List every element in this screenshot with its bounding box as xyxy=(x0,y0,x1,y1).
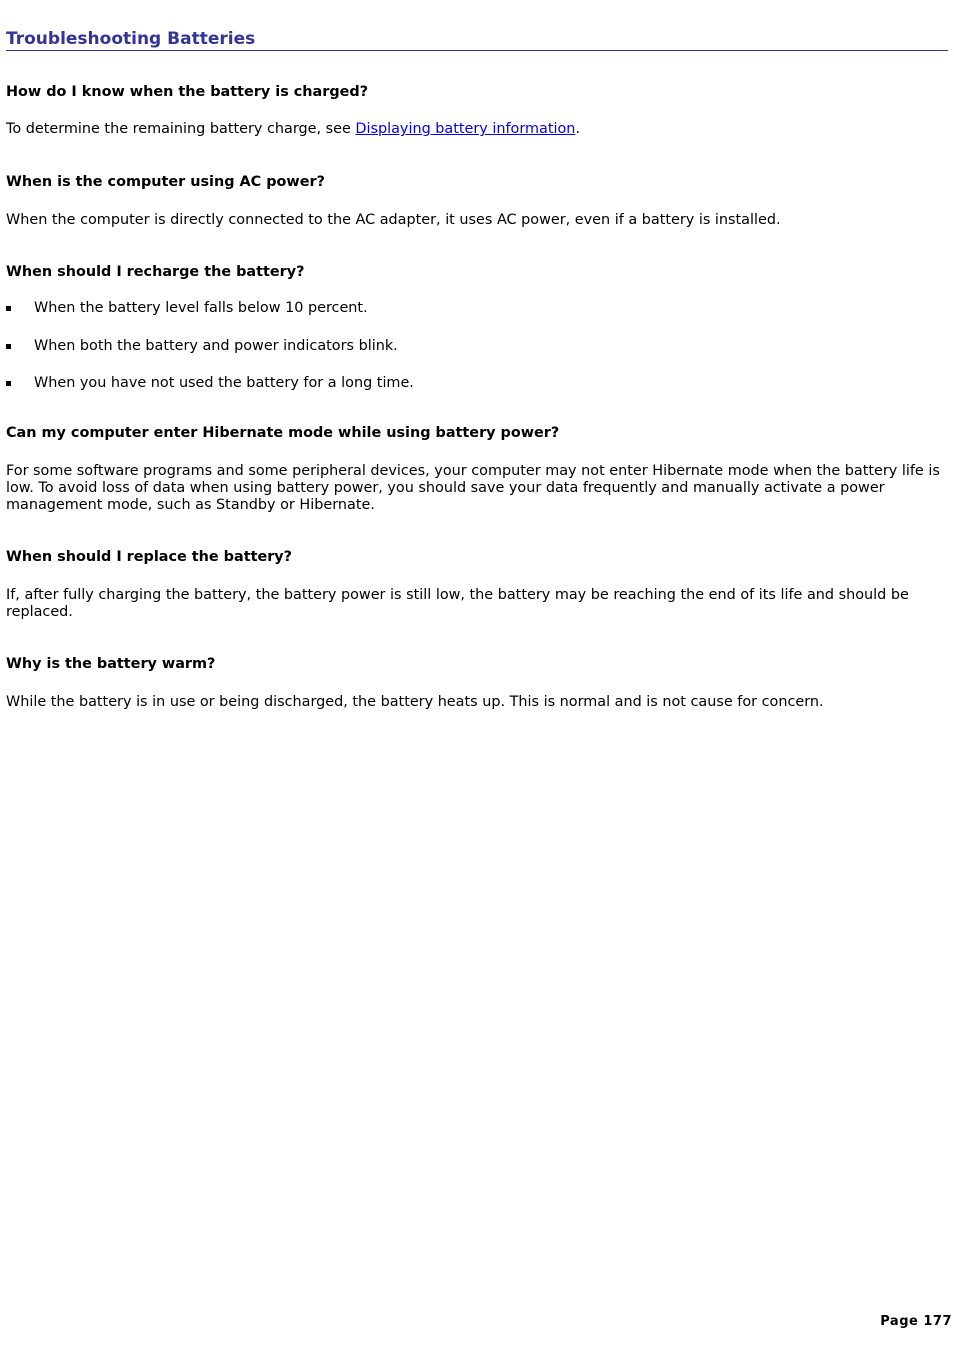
answer-hibernate: For some software programs and some peripheral devices, your computer may not enter Hibernate mode when the battery life is low. To avoid loss of data when using battery power, you should save your data frequently and manually activate a power management mode, such as Standby or Hibernate. xyxy=(6,463,940,513)
answer-ac-power: When the computer is directly connected to the AC adapter, it uses AC power, even if a battery is installed. xyxy=(6,212,781,228)
bullet-square-icon xyxy=(6,344,11,349)
page-title: Troubleshooting Batteries xyxy=(6,29,948,51)
list-item-text: When you have not used the battery for a long time. xyxy=(34,375,414,391)
bullet-square-icon xyxy=(6,306,11,311)
answer-replace: If, after fully charging the battery, the battery power is still low, the battery may be reaching the end of its life and should be replaced. xyxy=(6,587,909,620)
question-recharge: When should I recharge the battery? xyxy=(6,264,305,280)
list-item xyxy=(6,299,368,317)
answer-text-before-link: To determine the remaining battery charge, see xyxy=(6,121,356,137)
list-item-text: When both the battery and power indicators blink. xyxy=(34,338,398,354)
list-item xyxy=(6,374,414,392)
displaying-battery-information-link[interactable]: Displaying battery information xyxy=(355,121,576,137)
bullet-square-icon xyxy=(6,381,11,386)
question-hibernate: Can my computer enter Hibernate mode while using battery power? xyxy=(6,425,560,441)
question-ac-power: When is the computer using AC power? xyxy=(6,174,325,190)
answer-warm: While the battery is in use or being discharged, the battery heats up. This is normal and is not cause for concern. xyxy=(6,694,824,710)
list-item xyxy=(6,337,398,355)
answer-battery-charged xyxy=(6,121,948,138)
question-warm: Why is the battery warm? xyxy=(6,656,216,672)
list-item-text: When the battery level falls below 10 percent. xyxy=(34,300,368,316)
answer-text-after-link: . xyxy=(575,121,581,137)
question-battery-charged: How do I know when the battery is charged? xyxy=(6,84,369,100)
question-replace: When should I replace the battery? xyxy=(6,549,293,565)
page-number: Page 177 xyxy=(880,1314,952,1329)
